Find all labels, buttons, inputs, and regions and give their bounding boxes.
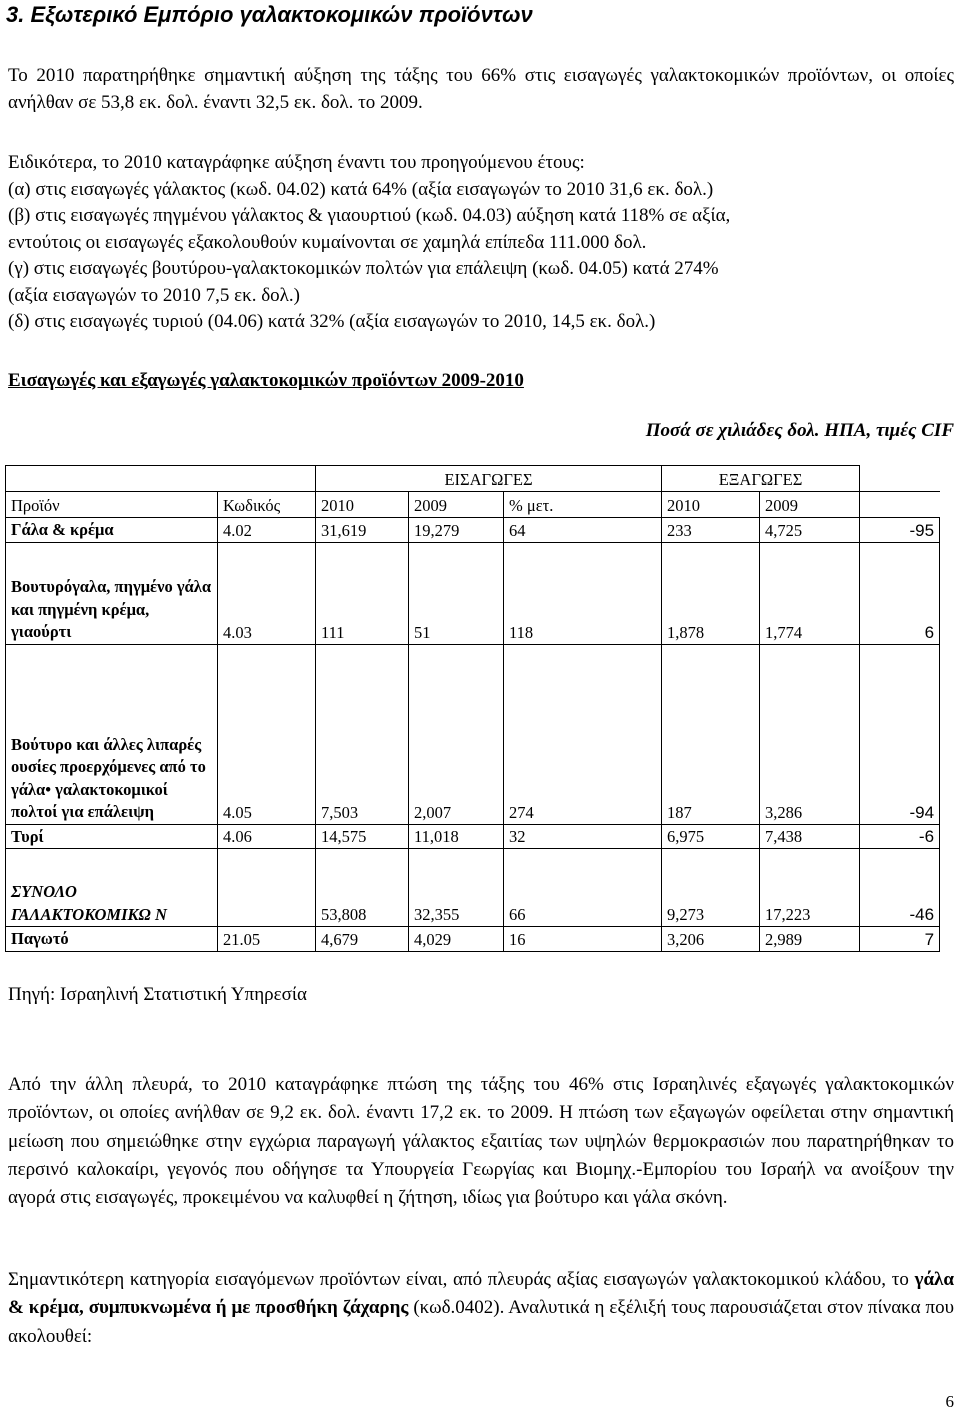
intro-paragraph: Το 2010 παρατηρήθηκε σημαντική αύξηση της τάξης του 66% στις εισαγωγές γαλακτοκομικών προϊόντων, οι οποίες ανήλθαν σε 53,8 εκ. δολ. έναντι 32,5 εκ. δολ. το 2009. [8,65,954,113]
exports-paragraph: Από την άλλη πλευρά, το 2010 καταγράφηκε πτώση της τάξης του 46% στις Ισραηλινές εξαγωγές γαλακτοκομικών προϊόντων, οι οποίες ανήλθαν σε 9,2 εκ. δολ. έναντι 17,2 εκ. το 2009. Η πτώση των εξαγωγών οφείλεται στην σημαντική μείωση που σημειώθηκε στην εγχώρια παραγωγή γάλακτος εξαιτίας των υψηλών θερμοκρασιών που παρατηρήθηκαν το περσινό καλοκαίρι, γεγονός που οδήγησε τα Υπουργεία Γεωργίας και Βιομηχ.-Εμπορίου του Ισραήλ να ανοίξουν την αγορά στις εισαγωγές, προκειμένου να καλυφθεί η ζήτηση, ιδίως για βούτυρο και γάλα σκόνη. [8,1074,954,1209]
column-header: Κωδικός [218,492,316,518]
value-cell: 14,575 [316,824,409,849]
imports-group-header: ΕΙΣΑΓΩΓΕΣ [316,466,662,492]
column-header: Προϊόν [6,492,218,518]
percent-cell: 32 [504,824,662,849]
value-cell: 4,679 [316,927,409,952]
units-note: Ποσά σε χιλιάδες δολ. ΗΠΑ, τιμές CIF [645,420,954,441]
change-cell: 6 [860,542,940,644]
details-line: Ειδικότερα, το 2010 καταγράφηκε αύξηση έναντι του προηγούμενου έτους: [8,152,585,173]
change-cell: -6 [860,824,940,849]
column-header: % μετ. [504,492,662,518]
change-cell: 7 [860,927,940,952]
change-cell: -46 [860,849,940,927]
table-row [6,849,940,927]
details-line: εντούτοις οι εισαγωγές εξακολουθούν κυμαίνονται σε χαμηλά επίπεδα 111.000 δολ. [8,231,647,253]
value-cell: 7,438 [760,824,860,849]
paragraph-text: (κωδ.0402). Αναλυτικά η εξέλιξή τους παρουσιάζεται στον πίνακα που ακολουθεί: [8,1297,954,1347]
value-cell: 11,018 [409,824,504,849]
highlighted-product: γάλα & κρέμα, συμπυκνωμένα ή με προσθήκη ζάχαρης [8,1269,954,1319]
main-category-paragraph [8,1266,954,1351]
code-cell [218,849,316,927]
table-row [6,824,940,849]
details-line: (αξία εισαγωγών το 2010 7,5 εκ. δολ.) [8,284,300,306]
details-line: (α) στις εισαγωγές γάλακτος (κωδ. 04.02) κατά 64% (αξία εισαγωγών το 2010 31,6 εκ. δολ.) [8,178,714,200]
percent-cell: 274 [504,644,662,824]
exports-group-header: ΕΞΑΓΩΓΕΣ [662,466,860,492]
value-cell: 3,286 [760,644,860,824]
table-row [6,927,940,952]
table-row [6,542,940,644]
column-header-row [6,492,940,518]
value-cell: 7,503 [316,644,409,824]
code-cell: 4.05 [218,644,316,824]
value-cell: 53,808 [316,849,409,927]
page-number: 6 [945,1392,954,1411]
value-cell: 1,774 [760,542,860,644]
code-cell: 4.02 [218,518,316,543]
change-cell: -95 [860,518,940,543]
percent-cell: 16 [504,927,662,952]
product-cell: Βουτυρόγαλα, πηγμένο γάλα και πηγμένη κρέμα, γιαούρτι [6,542,218,644]
code-cell: 21.05 [218,927,316,952]
code-cell: 4.06 [218,824,316,849]
product-cell: Τυρί [6,824,218,849]
group-header-row [6,466,940,492]
column-header: 2010 [662,492,760,518]
details-line: (γ) στις εισαγωγές βουτύρου-γαλακτοκομικών πολτών για επάλειψη (κωδ. 04.05) κατά 274% [8,258,719,279]
value-cell: 51 [409,542,504,644]
table-title: Εισαγωγές και εξαγωγές γαλακτοκομικών προϊόντων 2009-2010 [8,370,524,391]
value-cell: 233 [662,518,760,543]
product-cell: Γάλα & κρέμα [6,518,218,543]
product-cell: ΣΥΝΟΛΟ ΓΑΛΑΚΤΟΚΟΜΙΚΩ Ν [6,849,218,927]
source-note: Πηγή: Ισραηλινή Στατιστική Υπηρεσία [8,984,307,1005]
section-heading: 3. Εξωτερικό Εμπόριο γαλακτοκομικών προϊόντων [6,2,533,27]
product-cell: Βούτυρο και άλλες λιπαρές ουσίες προερχόμενες από το γάλα• γαλακτοκομικοί πολτοί για επάλειψη [6,644,218,824]
value-cell: 6,975 [662,824,760,849]
percent-cell: 118 [504,542,662,644]
paragraph-text: Σημαντικότερη κατηγορία εισαγόμενων προϊόντων είναι, από πλευράς αξίας εισαγωγών γαλακτοκομικού κλάδου, το [8,1269,915,1290]
value-cell: 2,989 [760,927,860,952]
column-header: 2010 [316,492,409,518]
table-row [6,518,940,543]
code-cell: 4.03 [218,542,316,644]
value-cell: 19,279 [409,518,504,543]
value-cell: 4,029 [409,927,504,952]
value-cell: 187 [662,644,760,824]
value-cell: 32,355 [409,849,504,927]
value-cell: 1,878 [662,542,760,644]
percent-cell: 64 [504,518,662,543]
column-header: 2009 [409,492,504,518]
percent-cell: 66 [504,849,662,927]
column-header: 2009 [760,492,860,518]
value-cell: 3,206 [662,927,760,952]
product-cell: Παγωτό [6,927,218,952]
trade-table [5,465,940,952]
value-cell: 4,725 [760,518,860,543]
details-paragraph [8,150,954,336]
value-cell: 9,273 [662,849,760,927]
table-row [6,644,940,824]
value-cell: 111 [316,542,409,644]
change-cell: -94 [860,644,940,824]
value-cell: 31,619 [316,518,409,543]
details-line: (β) στις εισαγωγές πηγμένου γάλακτος & γιαουρτιού (κωδ. 04.03) αύξηση κατά 118% σε αξία, [8,205,731,226]
value-cell: 2,007 [409,644,504,824]
value-cell: 17,223 [760,849,860,927]
details-line: (δ) στις εισαγωγές τυριού (04.06) κατά 32% (αξία εισαγωγών το 2010, 14,5 εκ. δολ.) [8,311,656,332]
